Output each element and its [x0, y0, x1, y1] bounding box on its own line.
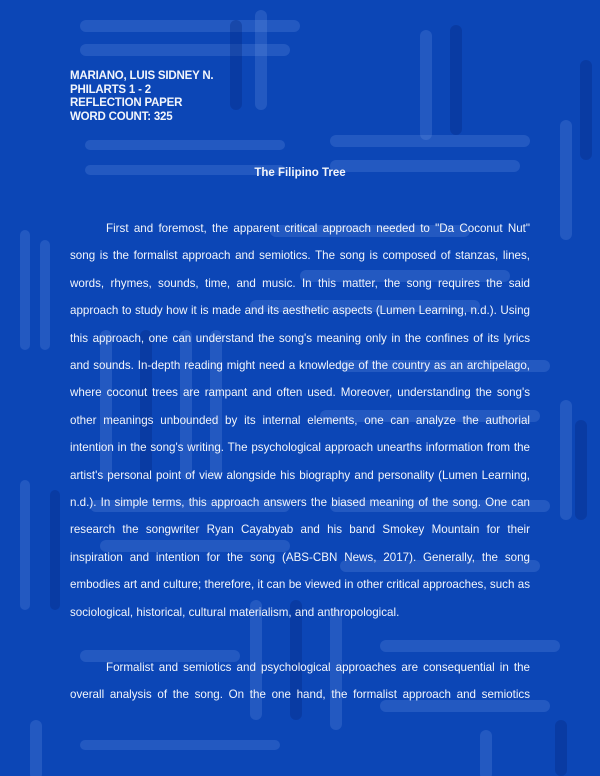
text-line: inspiration and intention for the song (ABS-CBN News, 2017). Generally, the song [70, 550, 530, 564]
text-line: approach to study how it is made and its aesthetic aspects (Lumen Learning, n.d.). Using [70, 304, 530, 318]
text-line: n.d.). In simple terms, this approach answers the biased meaning of the song. One can [70, 496, 530, 509]
brush-stroke [560, 120, 572, 240]
text-line: other meanings unbounded by its internal elements, one can analyze the authorial [70, 413, 530, 427]
text-line: sociological, historical, cultural materialism, and anthropological. [70, 605, 400, 619]
text-line: Formalist and semiotics and psychological approaches are consequential in the [106, 661, 530, 674]
brush-stroke [85, 140, 285, 150]
brush-stroke [380, 640, 560, 652]
word-count: WORD COUNT: 325 [70, 110, 173, 123]
brush-stroke [100, 330, 112, 480]
brush-stroke [575, 420, 587, 520]
brush-stroke [255, 10, 267, 110]
text-line: overall analysis of the song. On the one hand, the formalist approach and semiotics [70, 688, 530, 702]
brush-stroke [210, 330, 222, 480]
brush-stroke [80, 740, 280, 750]
brush-stroke [555, 720, 567, 776]
text-line: and sounds. In-depth reading might need a knowledge of the country as an archipelago, [70, 359, 530, 372]
brush-stroke [480, 730, 492, 776]
author-name: MARIANO, LUIS SIDNEY N. [70, 70, 214, 82]
document-title: The Filipino Tree [254, 167, 346, 179]
text-line: First and foremost, the apparent critical approach needed to "Da Coconut Nut" [106, 222, 530, 235]
brush-stroke [40, 240, 50, 350]
text-line: intention in the song's writing. The psychological approach unearths information from the [70, 441, 530, 455]
brush-stroke [20, 230, 30, 350]
text-line: song is the formalist approach and semiotics. The song is composed of stanzas, lines, [70, 249, 530, 263]
text-line: words, rhymes, sounds, time, and music. In this matter, the song requires the said [70, 276, 530, 290]
text-line: embodies art and culture; therefore, it can be viewed in other critical approaches, such as [70, 578, 530, 592]
brush-stroke [560, 400, 572, 520]
text-line: this approach, one can understand the song's meaning only in the confines of its lyrics [70, 331, 530, 345]
brush-stroke [140, 330, 152, 480]
brush-stroke [450, 25, 462, 135]
brush-stroke [80, 20, 300, 32]
text-line: artist's personal point of view alongside his biography and personality (Lumen Learning, [70, 468, 530, 482]
brush-stroke [330, 135, 530, 147]
brush-stroke [580, 60, 592, 160]
brush-stroke [50, 490, 60, 610]
brush-stroke [420, 30, 432, 140]
brush-stroke [20, 480, 30, 610]
course: PHILARTS 1 - 2 [70, 83, 151, 96]
brush-stroke [30, 720, 42, 776]
document-header [70, 70, 213, 124]
brush-stroke [180, 330, 192, 480]
paper-type: REFLECTION PAPER [70, 97, 183, 109]
brush-stroke [230, 20, 242, 110]
text-line: research the songwriter Ryan Cayabyab and his band Smokey Mountain for their [70, 523, 530, 537]
text-line: where coconut trees are rampant and often used. Moreover, understanding the song's [70, 386, 530, 400]
